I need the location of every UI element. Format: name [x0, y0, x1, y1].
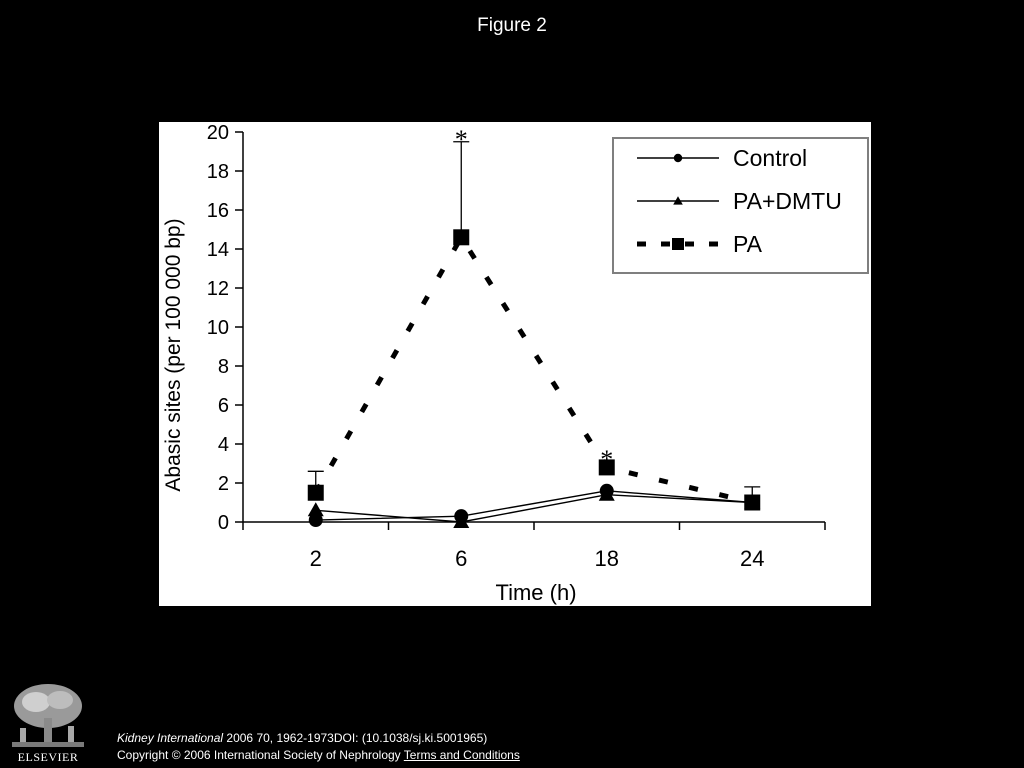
terms-and-conditions-link[interactable]: Terms and Conditions	[403, 748, 520, 762]
legend-label: PA	[733, 231, 762, 257]
y-tick-label: 4	[217, 434, 229, 456]
legend-label: PA+DMTU	[733, 188, 842, 214]
x-tick-label: 6	[455, 546, 468, 571]
data-point	[308, 485, 324, 501]
significance-marker: *	[454, 125, 468, 154]
y-tick-label: 12	[206, 278, 229, 300]
elsevier-logo-text: ELSEVIER	[17, 750, 79, 764]
x-axis-label: Time (h)	[495, 580, 577, 605]
elsevier-logo	[8, 680, 88, 766]
y-tick-label: 2	[217, 473, 229, 495]
x-tick-label: 24	[740, 546, 765, 571]
citation-details: 2006 70, 1962-1973DOI: (10.1038/sj.ki.5001965)	[223, 731, 488, 745]
data-point	[600, 484, 614, 498]
chart-legend	[613, 138, 868, 273]
copyright-line	[117, 747, 520, 764]
data-point	[745, 496, 759, 510]
legend-marker	[674, 154, 682, 162]
legend-marker	[672, 238, 684, 250]
significance-marker: *	[600, 444, 614, 474]
series-line-pa	[316, 237, 753, 502]
line-chart	[159, 122, 871, 606]
citation-footer	[117, 730, 520, 764]
citation-line	[117, 730, 520, 747]
y-axis-label: Abasic sites (per 100 000 bp)	[162, 218, 185, 492]
chart-panel	[159, 122, 871, 606]
y-tick-label: 8	[217, 356, 229, 378]
copyright-text: Copyright © 2006 International Society of Nephrology	[117, 748, 404, 762]
data-point	[454, 509, 468, 523]
y-tick-label: 14	[206, 239, 229, 261]
y-tick-label: 20	[206, 122, 229, 144]
elsevier-tree-icon	[8, 680, 88, 750]
data-point	[309, 513, 323, 527]
x-tick-label: 2	[309, 546, 322, 571]
figure-title: Figure 2	[477, 15, 547, 36]
y-tick-label: 6	[217, 395, 229, 417]
legend-label: Control	[733, 145, 808, 171]
y-tick-label: 10	[206, 317, 229, 339]
journal-name: Kidney International	[117, 731, 224, 745]
y-tick-label: 16	[206, 200, 229, 222]
y-tick-label: 18	[206, 161, 229, 183]
y-tick-label: 0	[217, 512, 229, 534]
x-tick-label: 18	[594, 546, 619, 571]
data-point	[453, 229, 469, 245]
